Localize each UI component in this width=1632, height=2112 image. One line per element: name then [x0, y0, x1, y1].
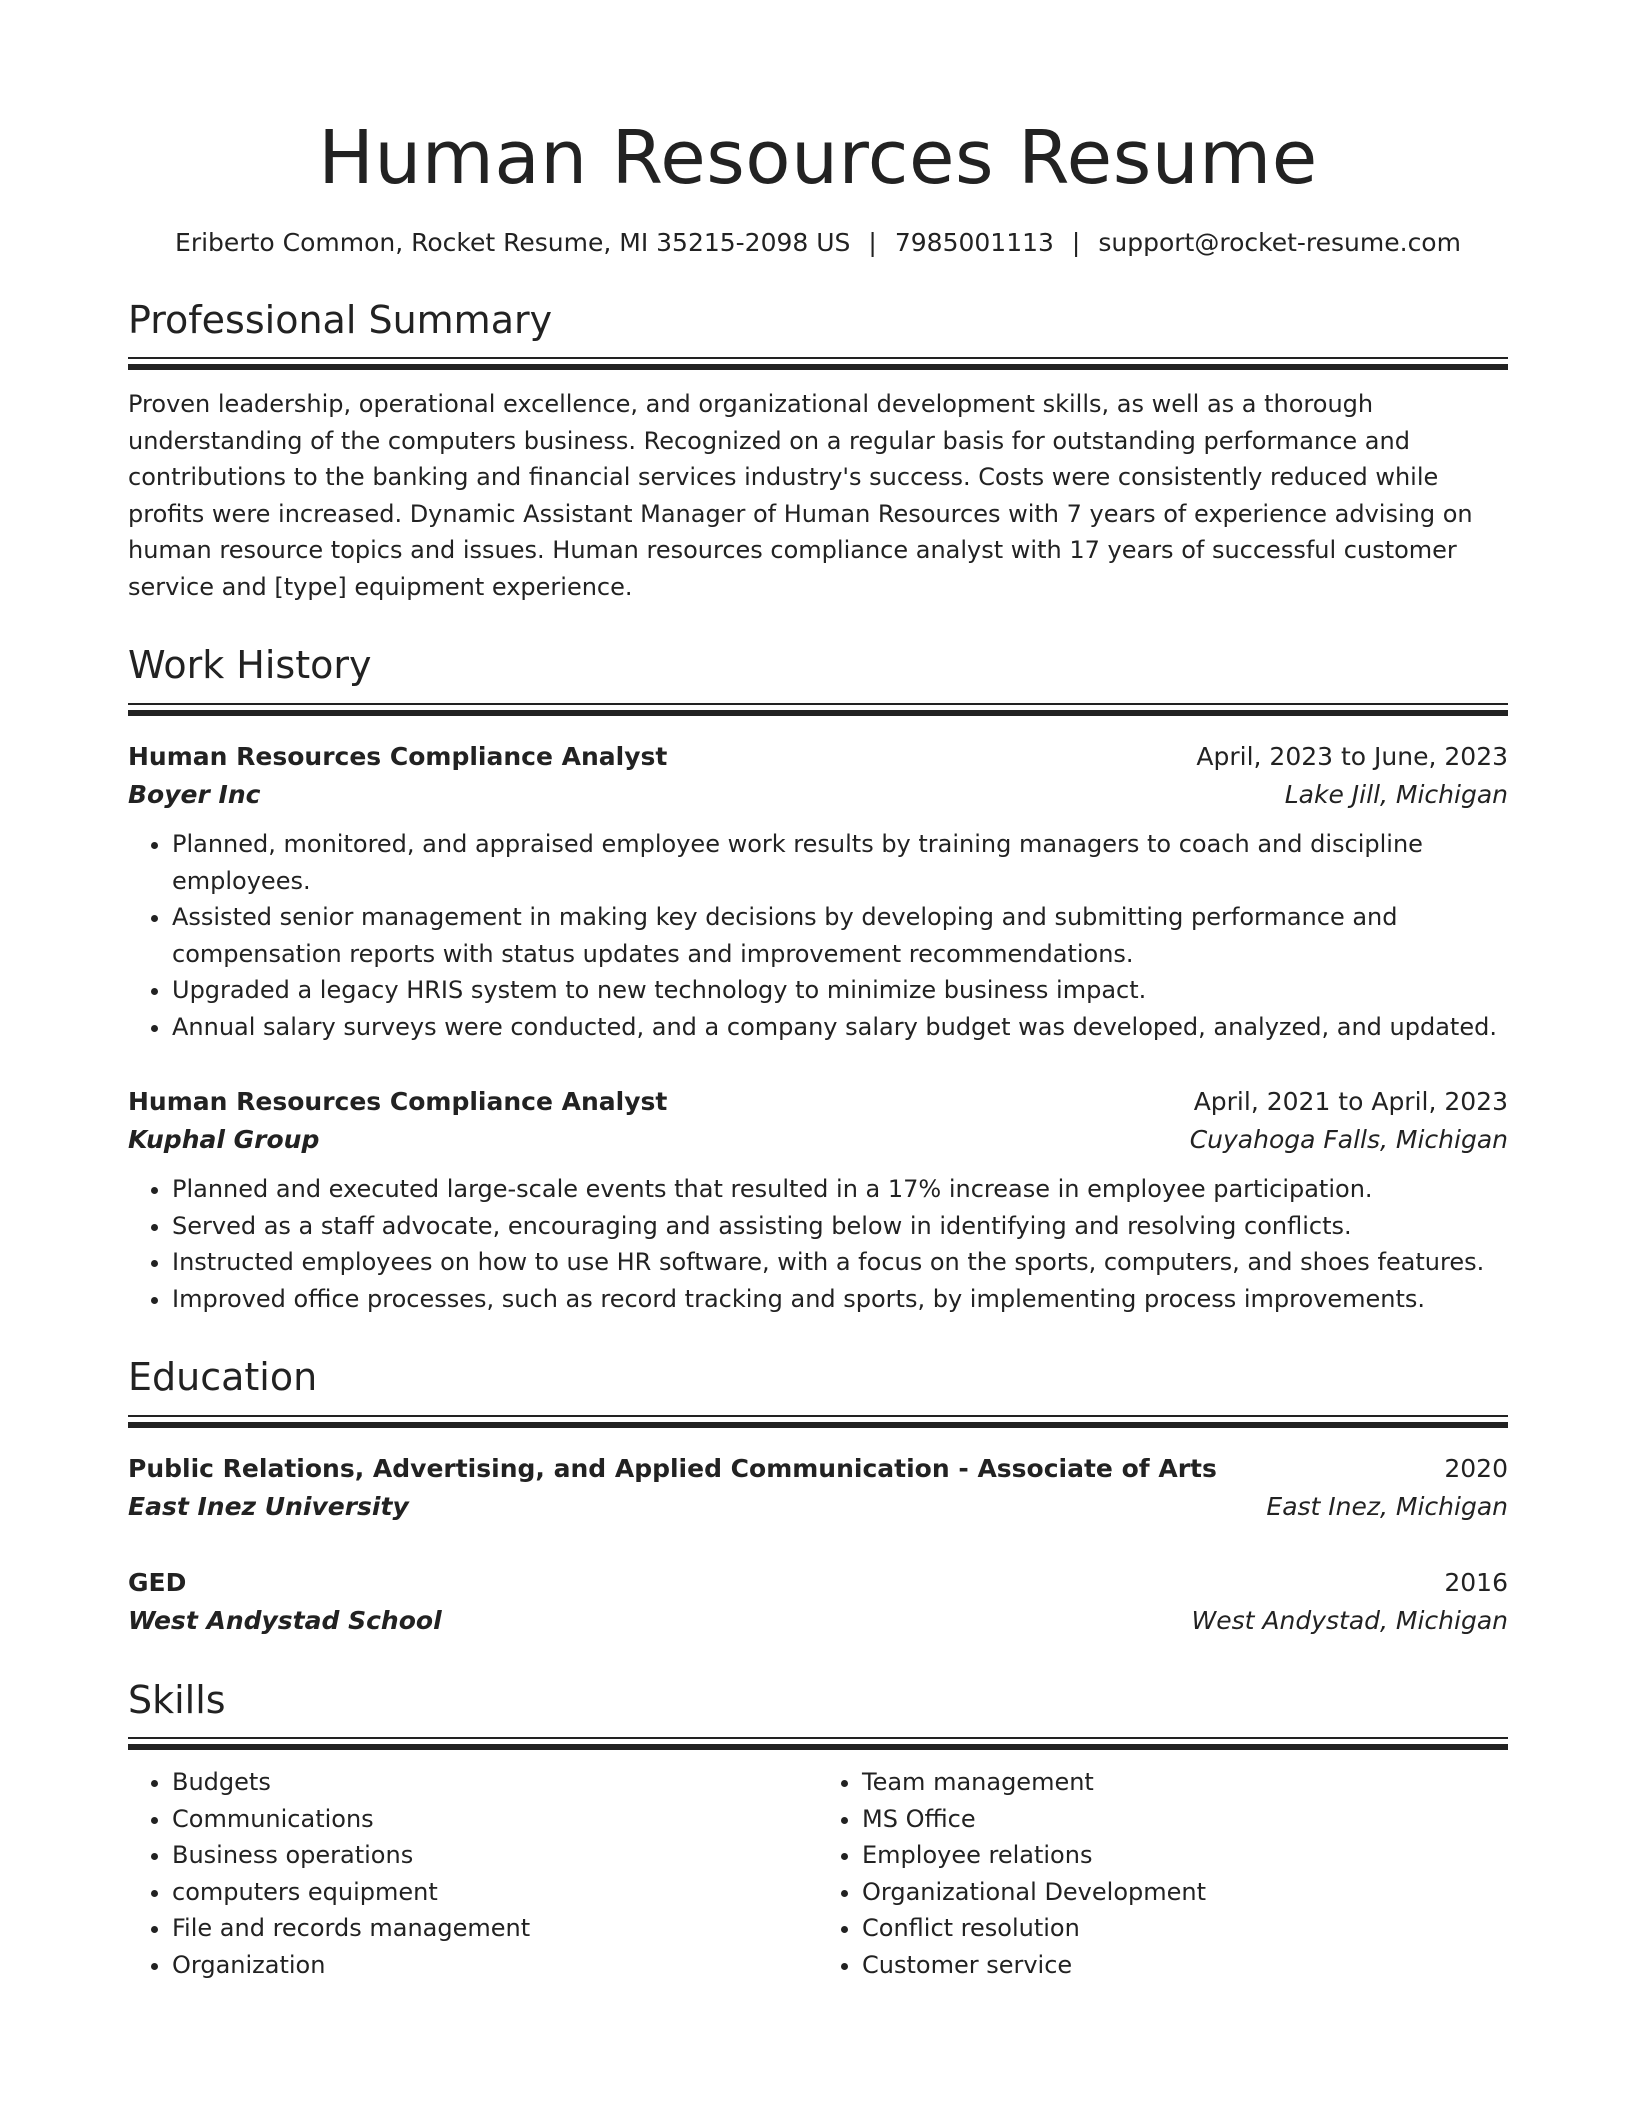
contact-line: [128, 227, 1508, 260]
job-bullets: [128, 1171, 1508, 1317]
job-bullet: • Annual salary surveys were conducted, and a company salary budget was developed, analyzed, and updated.: [172, 1009, 1508, 1046]
education-location: East Inez, Michigan: [1266, 1491, 1508, 1521]
skill-item: • Budgets: [172, 1764, 818, 1801]
skill-item: • Organizational Development: [862, 1874, 1508, 1911]
job-location: Lake Jill, Michigan: [1284, 780, 1508, 810]
education-school: West Andystad School: [128, 1605, 442, 1635]
skill-item: • Communications: [172, 1801, 818, 1838]
skill-item: • Customer service: [862, 1947, 1508, 1984]
job-company: Kuphal Group: [128, 1125, 320, 1155]
job-title: Human Resources Compliance Analyst: [128, 742, 668, 772]
skill-item: • Team management: [862, 1764, 1508, 1801]
skills-column-right: [818, 1764, 1508, 1983]
contact-separator: |: [868, 228, 877, 258]
work-history-section: [128, 643, 1508, 1317]
skill-item: • MS Office: [862, 1801, 1508, 1838]
job-dates: April, 2021 to April, 2023: [1193, 1087, 1508, 1117]
education-section: [128, 1355, 1508, 1640]
skill-item: • Employee relations: [862, 1837, 1508, 1874]
skills-section: [128, 1678, 1508, 1984]
section-rule: [128, 357, 1508, 359]
section-rule: [128, 1737, 1508, 1739]
section-title-education: Education: [128, 1355, 318, 1400]
contact-email: support@rocket-resume.com: [1098, 228, 1461, 258]
summary-text: Proven leadership, operational excellence, and organizational development skills, as well as a thorough understanding of the computers business. Recognized on a regular basis for outstanding performance and contributions to the banking and financial services industry's success. Costs were consistently reduced while profits were increased. Dynamic Assistant Manager of Human Resources with 7 years of experience advising on human resource topics and issues. Human resources compliance analyst with 17 years of successful customer service and [type] equipment experience.: [128, 390, 1473, 601]
job-bullet: • Instructed employees on how to use HR software, with a focus on the sports, computers, and shoes features.: [172, 1244, 1508, 1281]
job-company: Boyer Inc: [128, 780, 261, 810]
education-school: East Inez University: [128, 1491, 409, 1521]
education-year: 2020: [1444, 1453, 1508, 1483]
job-entry: [128, 1083, 1508, 1317]
contact-phone: 7985001113: [894, 228, 1054, 258]
contact-address: Eriberto Common, Rocket Resume, MI 35215-2098 US: [175, 228, 851, 258]
section-rule: [128, 1415, 1508, 1417]
education-year: 2016: [1444, 1567, 1508, 1597]
section-rule-thick: [128, 364, 1508, 370]
education-location: West Andystad, Michigan: [1191, 1605, 1508, 1635]
skills-grid: [128, 1764, 1508, 1983]
skill-item: • Organization: [172, 1947, 818, 1984]
section-title-skills: Skills: [128, 1677, 226, 1722]
job-bullet: • Assisted senior management in making key decisions by developing and submitting performance and compensation reports with status updates and improvement recommendations.: [172, 899, 1508, 972]
skill-item: • Business operations: [172, 1837, 818, 1874]
section-title-work: Work History: [128, 643, 372, 688]
job-bullet: • Served as a staff advocate, encouraging and assisting below in identifying and resolving conflicts.: [172, 1208, 1508, 1245]
education-degree: Public Relations, Advertising, and Applied Communication - Associate of Arts: [128, 1453, 1217, 1483]
education-degree: GED: [128, 1567, 187, 1597]
section-rule: [128, 703, 1508, 705]
education-entry: [128, 1564, 1508, 1640]
contact-separator: |: [1071, 228, 1081, 258]
job-bullets: [128, 826, 1508, 1045]
job-dates: April, 2023 to June, 2023: [1196, 742, 1508, 772]
job-bullet: • Planned, monitored, and appraised employee work results by training managers to coach and discipline employees.: [172, 826, 1508, 899]
job-location: Cuyahoga Falls, Michigan: [1189, 1125, 1508, 1155]
job-bullet: • Improved office processes, such as record tracking and sports, by implementing process improvements.: [172, 1281, 1508, 1318]
job-bullet: • Upgraded a legacy HRIS system to new technology to minimize business impact.: [172, 972, 1508, 1009]
skill-item: • Conflict resolution: [862, 1910, 1508, 1947]
summary-section: [128, 298, 1508, 606]
section-rule-thick: [128, 1744, 1508, 1750]
section-rule-thick: [128, 710, 1508, 716]
job-entry: [128, 738, 1508, 1045]
skill-item: • File and records management: [172, 1910, 818, 1947]
job-bullet: • Planned and executed large-scale events that resulted in a 17% increase in employee participation.: [172, 1171, 1508, 1208]
skill-item: • computers equipment: [172, 1874, 818, 1911]
job-title: Human Resources Compliance Analyst: [128, 1087, 668, 1117]
education-entry: [128, 1450, 1508, 1526]
resume-name: Human Resources Resume: [318, 115, 1318, 201]
section-title-summary: Professional Summary: [128, 297, 553, 342]
section-rule-thick: [128, 1422, 1508, 1428]
skills-column-left: [128, 1764, 818, 1983]
